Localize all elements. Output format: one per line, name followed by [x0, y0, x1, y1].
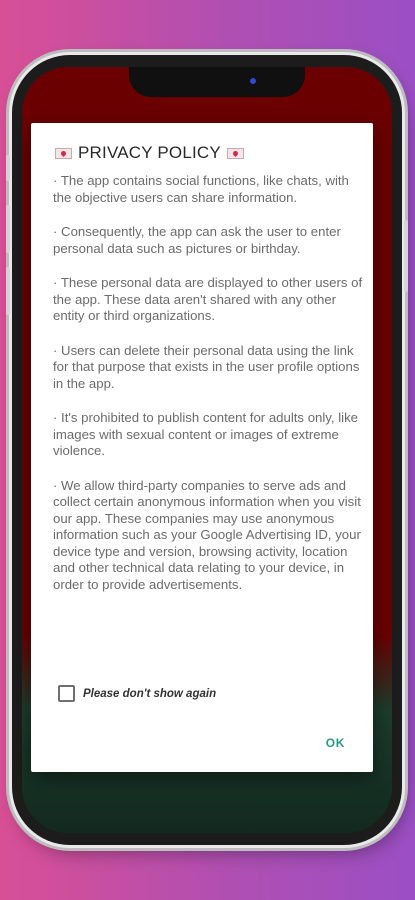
notch — [129, 67, 305, 97]
dont-show-again-row[interactable] — [58, 685, 216, 702]
policy-paragraph: · These personal data are displayed to other users of the app. These data aren't shared with any other entity or third organizations. — [53, 275, 363, 323]
policy-body — [53, 173, 365, 611]
volume-up-button — [6, 205, 10, 253]
side-button — [6, 155, 10, 181]
dialog-title-text: PRIVACY POLICY — [78, 143, 221, 162]
volume-down-button — [6, 267, 10, 315]
dont-show-again-label[interactable]: Please don't show again — [83, 687, 217, 700]
policy-paragraph: · Consequently, the app can ask the user to enter personal data such as pictures or birthday. — [53, 224, 341, 256]
privacy-policy-dialog — [31, 123, 373, 772]
dont-show-again-checkbox[interactable] — [58, 685, 75, 702]
camera-icon — [250, 78, 256, 84]
policy-paragraph: · The app contains social functions, like chats, with the objective users can share information. — [53, 173, 349, 205]
love-letter-icon — [227, 148, 244, 159]
ok-button[interactable]: OK — [325, 736, 345, 750]
power-button — [404, 220, 408, 292]
dialog-title — [55, 143, 355, 163]
policy-paragraph: · Users can delete their personal data using the link for that purpose that exists in the user profile options in the app. — [53, 342, 360, 391]
policy-paragraph: · We allow third-party companies to serve ads and collect certain anonymous information when you visit our app. These companies may use anonymous information such as your Google Advertising ID, your device type and version, browsing activity, location and other technical data relating to your device, in order to provide advertisements. — [53, 477, 361, 592]
love-letter-icon — [55, 148, 72, 159]
policy-paragraph: · It's prohibited to publish content for adults only, like images with sexual content or images of extreme violence. — [53, 410, 359, 458]
